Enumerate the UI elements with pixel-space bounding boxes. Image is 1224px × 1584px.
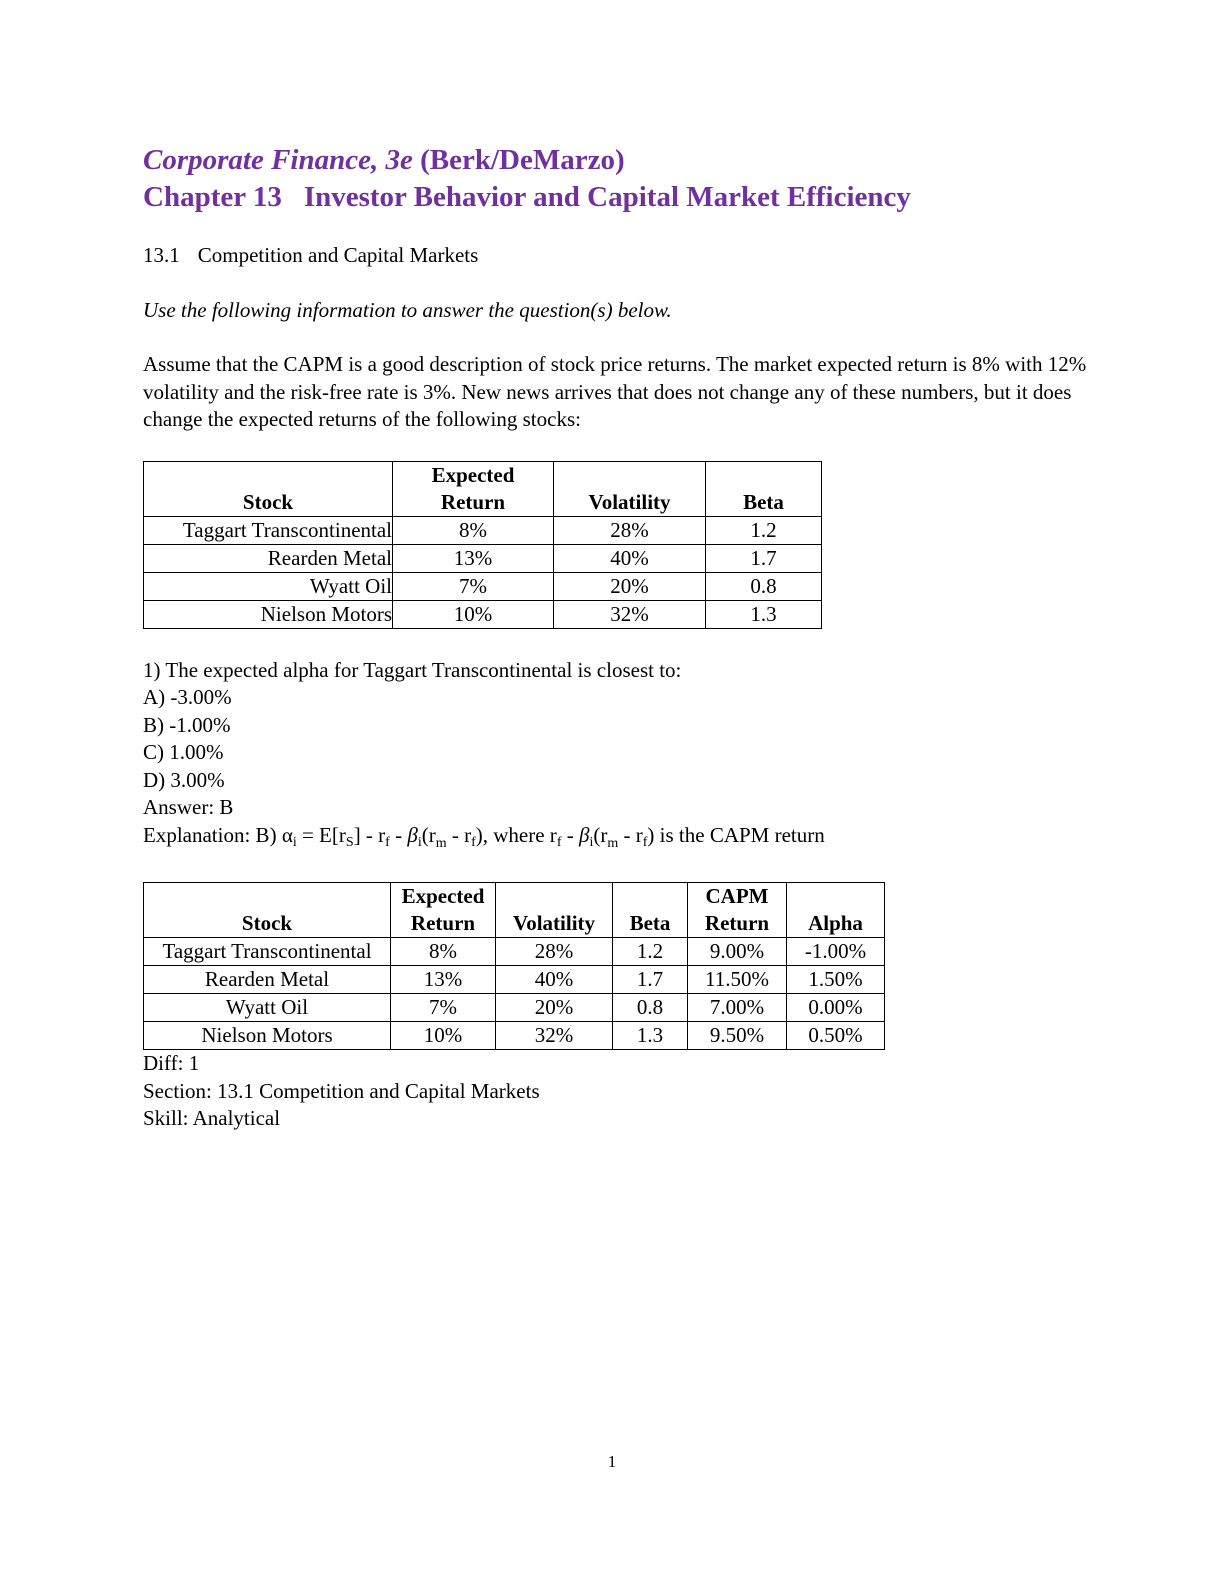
- stock-name-cell: Rearden Metal: [144, 544, 393, 572]
- capm-alpha-table: [143, 882, 885, 1050]
- stock-name-cell: Nielson Motors: [144, 600, 393, 628]
- header-alpha: Alpha: [787, 883, 885, 938]
- option-d: D) 3.00%: [143, 767, 225, 792]
- header-volatility: Volatility: [554, 461, 706, 516]
- header-stock: Stock: [144, 883, 391, 938]
- table-header-row: [144, 461, 822, 516]
- page-number: 1: [607, 1452, 617, 1471]
- value-cell: 1.2: [706, 516, 822, 544]
- value-cell: 0.8: [613, 994, 688, 1022]
- table-row: [144, 572, 822, 600]
- stock-name-cell: Taggart Transcontinental: [144, 938, 391, 966]
- chapter-title-line: [143, 179, 1103, 216]
- value-cell: 0.50%: [787, 1022, 885, 1050]
- stock-name-cell: Wyatt Oil: [144, 572, 393, 600]
- difficulty: Diff: 1: [143, 1051, 200, 1075]
- value-cell: 10%: [391, 1022, 496, 1050]
- value-cell: 1.7: [706, 544, 822, 572]
- table-row: [144, 994, 885, 1022]
- option-a: A) -3.00%: [143, 685, 232, 709]
- table-header-row: [144, 883, 885, 938]
- value-cell: 1.7: [613, 966, 688, 994]
- header-beta: Beta: [706, 461, 822, 516]
- question-text: 1) The expected alpha for Taggart Transcontinental is closest to:: [143, 657, 682, 682]
- value-cell: 11.50%: [688, 966, 787, 994]
- table-row: [144, 1022, 885, 1050]
- value-cell: 40%: [496, 966, 613, 994]
- value-cell: -1.00%: [787, 938, 885, 966]
- value-cell: 0.8: [706, 572, 822, 600]
- value-cell: 20%: [496, 994, 613, 1022]
- value-cell: 1.2: [613, 938, 688, 966]
- header-volatility: Volatility: [496, 883, 613, 938]
- book-title-line: [143, 142, 1103, 179]
- chapter-number: Chapter 13: [143, 181, 282, 213]
- value-cell: 20%: [554, 572, 706, 600]
- value-cell: 13%: [391, 966, 496, 994]
- chapter-title: Investor Behavior and Capital Market Efficiency: [303, 181, 911, 213]
- document-page: [143, 142, 1103, 1133]
- header-beta: Beta: [613, 883, 688, 938]
- value-cell: 10%: [393, 600, 554, 628]
- table-row: [144, 600, 822, 628]
- value-cell: 7%: [393, 572, 554, 600]
- header-expected-return: Expected Return: [393, 461, 554, 516]
- section-title: Competition and Capital Markets: [197, 243, 479, 267]
- value-cell: 9.00%: [688, 938, 787, 966]
- value-cell: 1.3: [613, 1022, 688, 1050]
- value-cell: 7.00%: [688, 994, 787, 1022]
- value-cell: 8%: [393, 516, 554, 544]
- header-stock: Stock: [144, 461, 393, 516]
- value-cell: 13%: [393, 544, 554, 572]
- intro-instruction: Use the following information to answer the question(s) below.: [143, 297, 672, 322]
- stock-name-cell: Nielson Motors: [144, 1022, 391, 1050]
- stock-name-cell: Wyatt Oil: [144, 994, 391, 1022]
- value-cell: 40%: [554, 544, 706, 572]
- table-row: [144, 966, 885, 994]
- explanation: Explanation: B) αi = E[rS] - rf - $\beta i(r_m - rf)$, where rf - $\beta i(r_m - rf)$ is the CAPM return: [143, 822, 825, 851]
- table-row: [144, 938, 885, 966]
- section-number: 13.1: [143, 243, 180, 267]
- value-cell: 8%: [391, 938, 496, 966]
- stock-name-cell: Taggart Transcontinental: [144, 516, 393, 544]
- value-cell: 0.00%: [787, 994, 885, 1022]
- header-expected-return: Expected Return: [391, 883, 496, 938]
- book-title: Corporate Finance, 3e: [143, 144, 413, 176]
- section-reference: Section: 13.1 Competition and Capital Markets: [143, 1078, 540, 1103]
- value-cell: 9.50%: [688, 1022, 787, 1050]
- value-cell: 28%: [496, 938, 613, 966]
- stock-name-cell: Rearden Metal: [144, 966, 391, 994]
- option-c: C) 1.00%: [143, 740, 224, 764]
- value-cell: 32%: [554, 600, 706, 628]
- table-row: [144, 544, 822, 572]
- section-heading: [143, 242, 1103, 270]
- option-b: B) -1.00%: [143, 712, 231, 737]
- value-cell: 7%: [391, 994, 496, 1022]
- answer: Answer: B: [143, 795, 234, 819]
- value-cell: 1.3: [706, 600, 822, 628]
- book-authors: (Berk/DeMarzo): [420, 144, 625, 176]
- header-capm-return: CAPM Return: [688, 883, 787, 938]
- value-cell: 1.50%: [787, 966, 885, 994]
- value-cell: 32%: [496, 1022, 613, 1050]
- skill: Skill: Analytical: [143, 1106, 281, 1130]
- stock-data-table: [143, 461, 822, 629]
- value-cell: 28%: [554, 516, 706, 544]
- table-row: [144, 516, 822, 544]
- assumption-paragraph: Assume that the CAPM is a good description of stock price returns. The market expected return is 8% with 12% volatility and the risk-free rate is 3%. New news arrives that does not change any of these numbers, but it does change the expected returns of the following stocks:: [143, 352, 1087, 431]
